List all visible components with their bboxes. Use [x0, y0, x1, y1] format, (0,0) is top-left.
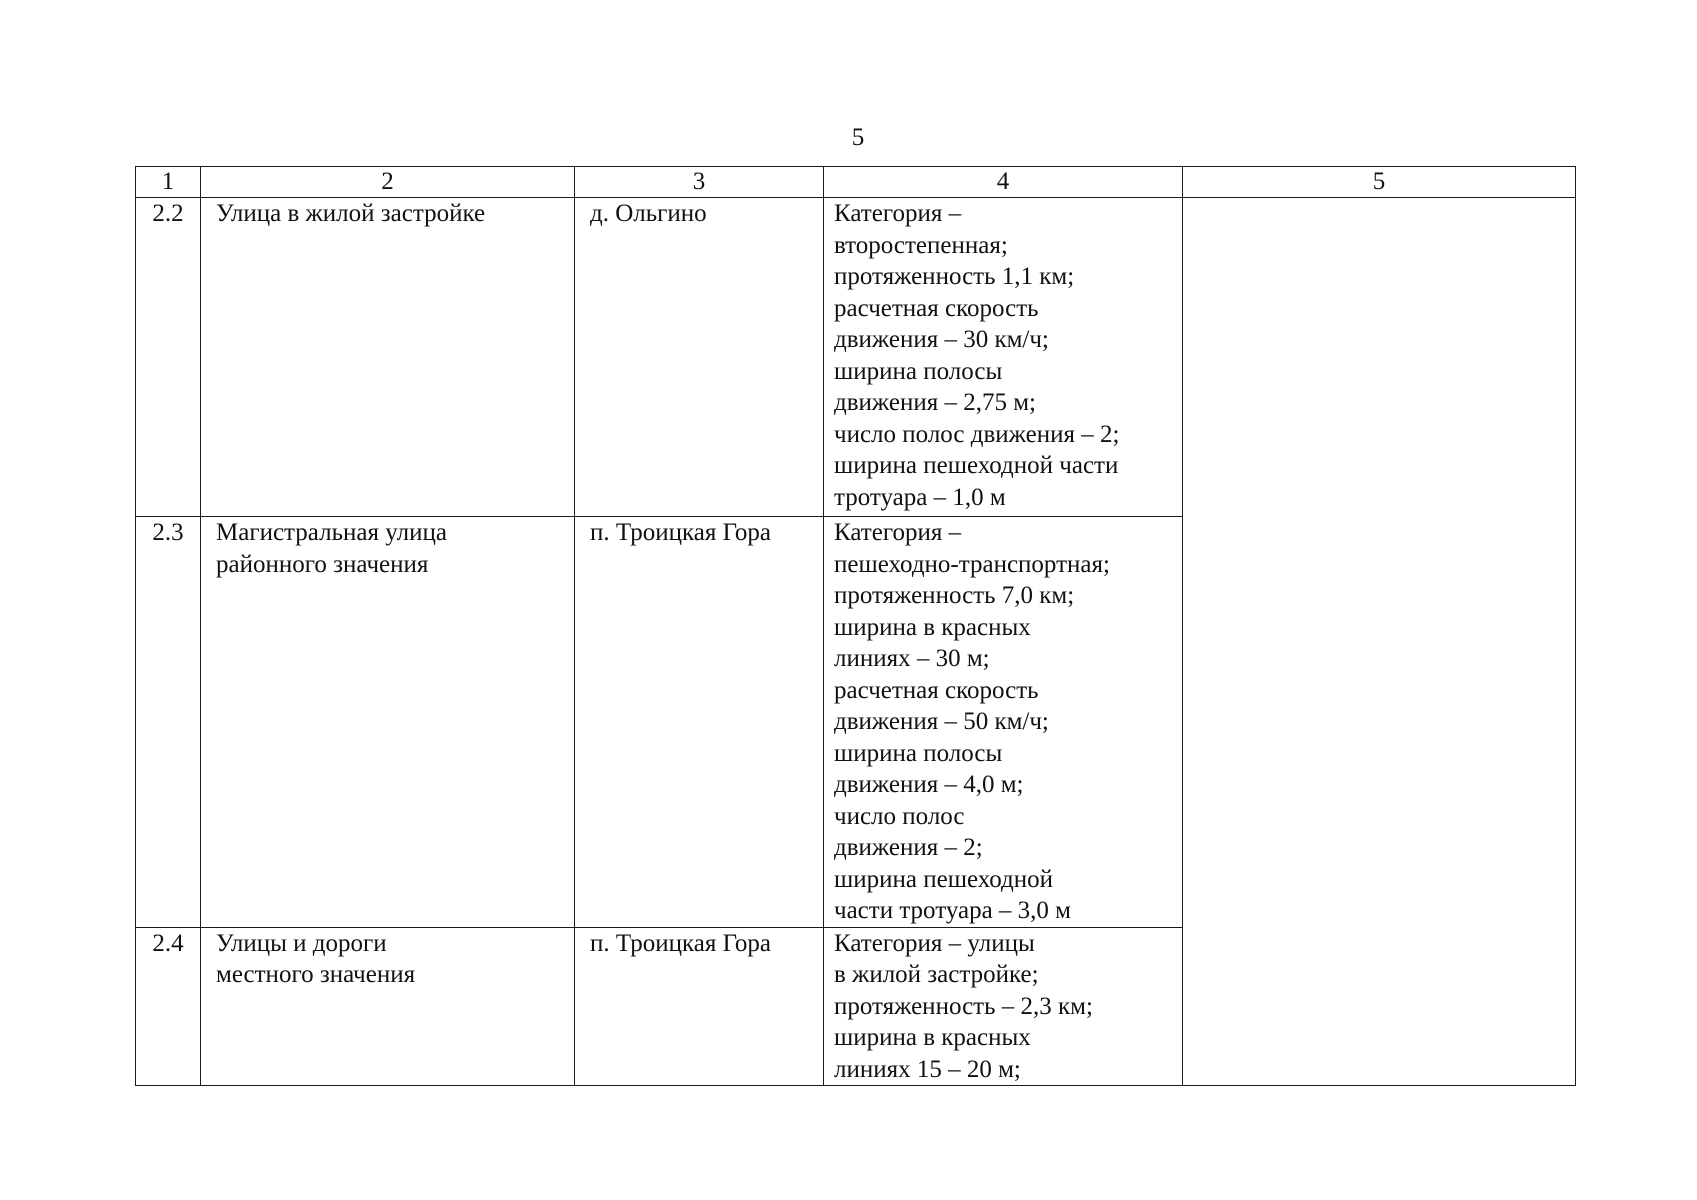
- roads-table: [135, 166, 1576, 1086]
- header-col-4: 4: [824, 167, 1183, 198]
- description: Категория – второстепенная; протяженность 1,1 км; расчетная скорость движения – 30 км/ч; ширина полосы движения – 2,75 м; число полос движения – 2; ширина пешеходной части тротуара – 1,0 м: [834, 200, 1120, 511]
- description: Категория – пешеходно-транспортная; протяженность 7,0 км; ширина в красных линиях – 30 м; расчетная скорость движения – 50 км/ч; ширина полосы движения – 4,0 м; число полос движения – 2; ширина пешеходной части тротуара – 3,0 м: [834, 519, 1110, 924]
- description-cell: [824, 517, 1183, 928]
- road-name: Улица в жилой застройке: [216, 200, 486, 227]
- row-number-cell: [136, 927, 201, 1086]
- location: п. Троицкая Гора: [590, 929, 771, 957]
- table-header-row: [136, 167, 1576, 198]
- header-col-2: 2: [201, 167, 575, 198]
- road-name: Магистральная улица районного значения: [216, 519, 447, 578]
- road-name-cell: [201, 927, 575, 1086]
- row-number-cell: [136, 198, 201, 517]
- header-col-5: 5: [1183, 167, 1576, 198]
- road-name-cell: [201, 517, 575, 928]
- location: д. Ольгино: [590, 200, 707, 227]
- location: п. Троицкая Гора: [590, 519, 771, 546]
- table-row: [136, 198, 1576, 517]
- column-5-cell: [1183, 198, 1576, 1086]
- header-col-3: 3: [575, 167, 824, 198]
- location-cell: [575, 517, 824, 928]
- location-cell: [575, 927, 824, 1086]
- location-cell: [575, 198, 824, 517]
- description-cell: [824, 927, 1183, 1086]
- row-number-cell: [136, 517, 201, 928]
- row-number: 2.3: [152, 519, 184, 546]
- road-name: Улицы и дороги местного значения: [216, 929, 416, 988]
- description: Категория – улицы в жилой застройке; протяженность – 2,3 км; ширина в красных линиях 15 – 20 м;: [834, 929, 1093, 1083]
- description-cell: [824, 198, 1183, 517]
- header-col-1: 1: [136, 167, 201, 198]
- row-number: 2.2: [152, 200, 184, 227]
- road-name-cell: [201, 198, 575, 517]
- page-number: 5: [851, 124, 865, 151]
- row-number: 2.4: [152, 929, 184, 957]
